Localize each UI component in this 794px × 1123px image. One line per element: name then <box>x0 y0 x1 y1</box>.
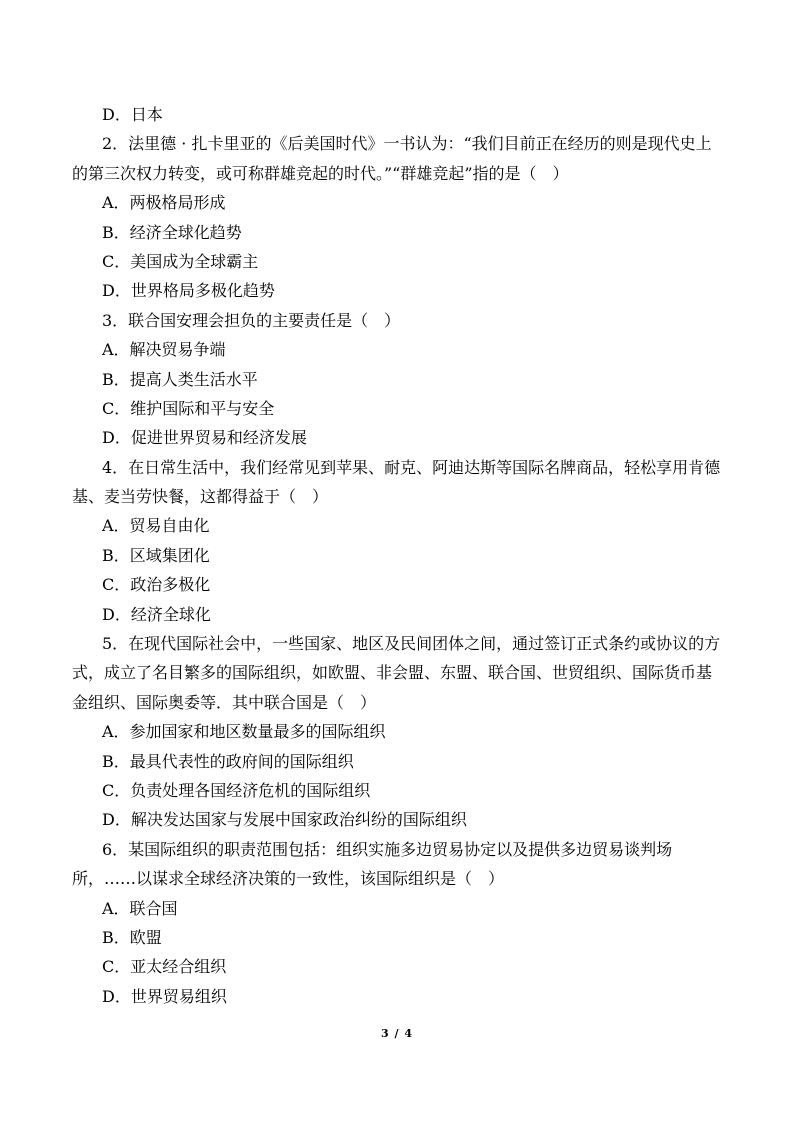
answer-option: C．维护国际和平与安全 <box>102 398 275 418</box>
answer-option: D．解决发达国家与发展中国家政治纠纷的国际组织 <box>102 810 467 830</box>
answer-option: A．贸易自由化 <box>102 516 210 536</box>
answer-option: C．负责处理各国经济危机的国际组织 <box>102 780 371 800</box>
question-item <box>72 306 722 453</box>
answer-option: A．解决贸易争端 <box>102 340 226 360</box>
question-stem-line: 5．在现代国际社会中，一些国家、地区及民间团体之间，通过签订正式条约或协议的方 <box>102 634 721 654</box>
answer-option: C．政治多极化 <box>102 575 211 595</box>
question-stem-line: 所，……以谋求全球经济决策的一致性，该国际组织是（ ） <box>72 869 505 889</box>
question-stem-line: 3．联合国安理会担负的主要责任是（ ） <box>102 310 401 330</box>
question-stem-line: 金组织、国际奥委等．其中联合国是（ ） <box>72 692 377 712</box>
question-stem-line: 的第三次权力转变，或可称群雄竞起的时代。”“群雄竞起”指的是（ ） <box>72 163 569 183</box>
answer-option: B．最具代表性的政府间的国际组织 <box>102 751 354 771</box>
question-item <box>72 835 722 1011</box>
answer-option: A．两极格局形成 <box>102 193 226 213</box>
answer-option: C．美国成为全球霸主 <box>102 251 259 271</box>
question-item <box>72 453 722 629</box>
answer-option: B．区域集团化 <box>102 545 210 565</box>
question-stem-line: 基、麦当劳快餐，这都得益于（ ） <box>72 487 329 507</box>
question-item <box>72 629 722 835</box>
lead-option: D．日本 <box>102 105 163 124</box>
answer-option: D．经济全球化 <box>102 604 211 624</box>
question-stem-line: 6．某国际组织的职责范围包括：组织实施多边贸易协定以及提供多边贸易谈判场 <box>102 839 673 859</box>
question-list <box>72 100 722 1011</box>
question-stem-line: 2．法里德 · 扎卡里亚的《后美国时代》一书认为：“我们目前正在经历的则是现代史上 <box>102 134 712 154</box>
answer-option: B．提高人类生活水平 <box>102 369 258 389</box>
answer-option: B．经济全球化趋势 <box>102 222 242 242</box>
answer-option: D．促进世界贸易和经济发展 <box>102 428 307 448</box>
answer-option: D．世界格局多极化趋势 <box>102 281 275 301</box>
answer-option: A．联合国 <box>102 898 178 918</box>
answer-option: A．参加国家和地区数量最多的国际组织 <box>102 722 386 742</box>
question-stem-line: 4．在日常生活中，我们经常见到苹果、耐克、阿迪达斯等国际名牌商品，轻松享用肯德 <box>102 457 721 477</box>
page-number: 3 / 4 <box>381 1027 413 1040</box>
answer-option: C．亚太经合组织 <box>102 957 227 977</box>
question-stem-line: 式，成立了名目繁多的国际组织，如欧盟、非会盟、东盟、联合国、世贸组织、国际货币基 <box>72 663 713 683</box>
question-item <box>72 129 722 305</box>
answer-option: D．世界贸易组织 <box>102 986 227 1006</box>
questions-container <box>72 129 722 1011</box>
answer-option: B．欧盟 <box>102 927 162 947</box>
